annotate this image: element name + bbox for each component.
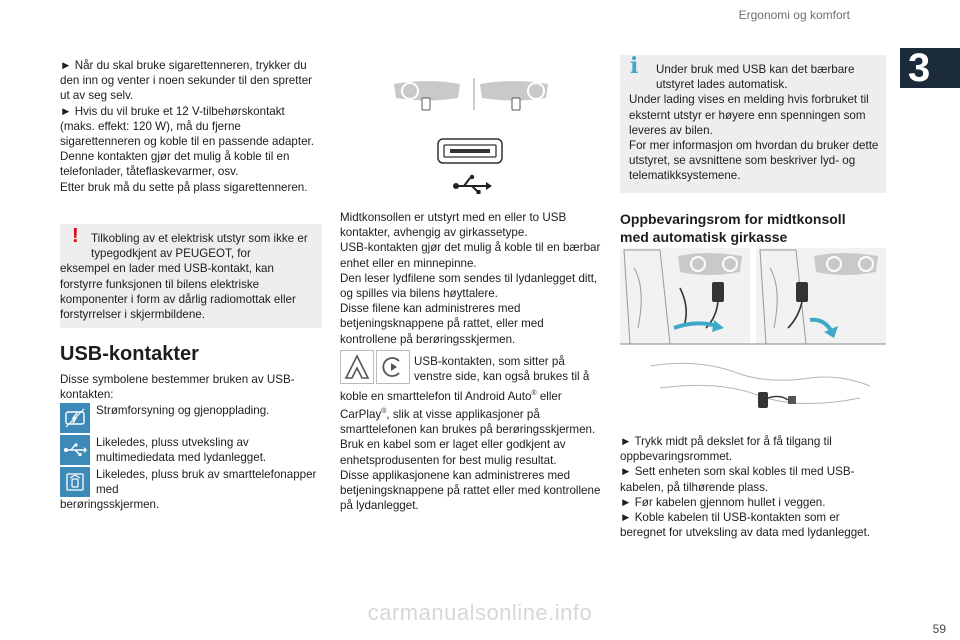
android-auto-text [340,386,602,513]
paragraph: Disse applikasjonene kan administreres med betjeningsknappene på rattet eller med kontrollene på lydanlegget. [340,468,601,513]
usb-port-illustration [388,76,558,194]
android-carplay-icons [340,350,408,384]
watermark: carmanualsonline.info [367,600,593,625]
step: ► Koble kabelen til USB-kontakten som er beregnet for utveksling av data med lydanlegget. [620,511,871,540]
paragraph: USB-kontakten gjør det mulig å koble til en bærbar enhet eller en minnepinne. [340,241,601,270]
symbol-description-cont: berøringsskjermen. [60,498,160,512]
symbol-description: Likeledes, pluss utveksling av multimediedata med lydanlegget. [96,436,267,465]
warning-text: Tilkobling av et elektrisk utstyr som ikke er typegodkjent av PEUGEOT, for [91,232,308,261]
paragraph: ► Når du skal bruke sigarettenneren, trykker du den inn og venter i noen sekunder til den spretter ut av seg selv. [60,59,313,103]
usb-description [340,210,602,347]
registered-mark: ® [531,390,537,397]
list-item [60,467,322,497]
text-run: koble en smarttelefon til Android Auto [340,389,532,403]
info-text: For mer informasjon om hvordan du bruker dette utstyret, se avsnittene som beskriver lyd- og telematikksystemene. [629,139,879,183]
paragraph: Etter bruk må du sette på plass sigarettenneren. [60,180,308,194]
section-heading: Oppbevaringsrom for midtkonsoll med automatisk girkasse [620,211,846,245]
step: ► Før kabelen gjennom hullet i veggen. [620,495,826,509]
symbol-description: Strømforsyning og gjenopplading. [96,404,270,417]
carplay-icon [376,350,410,384]
paragraph: Bruk en kabel som er laget eller godkjent av enhetsprodusenten for best mulig resultat. [340,438,566,467]
charging-only-icon [60,403,90,433]
list-item [60,435,322,467]
smartphone-apps-icon [60,467,90,497]
text-run: , slik at visse applikasjoner på smarttelefonen kan brukes på berøringsskjermen. [340,407,596,437]
warning-text: eksempel en lader med USB-kontakt, kan forstyrre funksjonen til bilens elektriske komponenter i form av dårlig radiomottak eller forstyrrelser i skjermbildene. [60,262,296,322]
android-auto-text-start: USB-kontakten, som sitter på venstre side, kan også brukes til å [414,355,590,384]
paragraph: Denne kontakten gjør det mulig å koble til en telefonlader, tåteflaskevarmer, osv. [60,150,290,179]
warning-box [60,224,322,328]
page-number: 59 [932,622,946,636]
step: ► Sett enheten som skal kobles til med USB-kabelen, på tilhørende plass. [620,465,855,494]
info-text: Under lading vises en melding hvis forbruket til eksternt utstyr er høyere enn spenningen som leveres av bilen. [629,93,869,137]
instruction-steps [620,434,886,540]
step: ► Trykk midt på dekslet for å få tilgang til oppbevaringsrommet. [620,435,832,464]
text-run: eller CarPlay [340,389,562,421]
section-title: Ergonomi og komfort [738,8,850,22]
registered-mark: ® [381,408,387,416]
list-item [60,403,322,435]
paragraph: Midtkonsollen er utstyrt med en eller to USB kontakter, avhengig av girkassetype. [340,211,567,240]
cigarette-lighter-text [60,58,322,195]
info-icon: i [630,53,639,79]
section-heading: USB-kontakter [60,343,199,365]
paragraph: Den leser lydfilene som sendes til lydanlegget ditt, og spilles via bilens høyttalere. [340,271,598,301]
symbol-description: Likeledes, pluss bruk av smarttelefonapper med [96,468,317,497]
symbols-intro: Disse symbolene bestemmer bruken av USB-kontakten: [60,373,295,402]
chapter-tab: 3 [900,48,960,88]
symbol-list [60,403,322,513]
exclamation-icon: ! [72,225,79,247]
info-text: Under bruk med USB kan det bærbare utstyret lades automatisk. [656,63,855,92]
usb-data-icon [60,435,90,465]
android-auto-icon [340,350,374,384]
paragraph: ► Hvis du vil bruke et 12 V-tilbehørskontakt (maks. effekt: 120 W), må du fjerne sigarettenneren og koble til en passende adapter. [60,104,314,149]
paragraph: Disse filene kan administreres med betjeningsknappene på rattet, eller med kontrollene på berøringsskjermen. [340,302,544,346]
info-box [620,55,886,193]
storage-compartment-illustration [620,248,886,426]
paragraph [340,386,602,437]
